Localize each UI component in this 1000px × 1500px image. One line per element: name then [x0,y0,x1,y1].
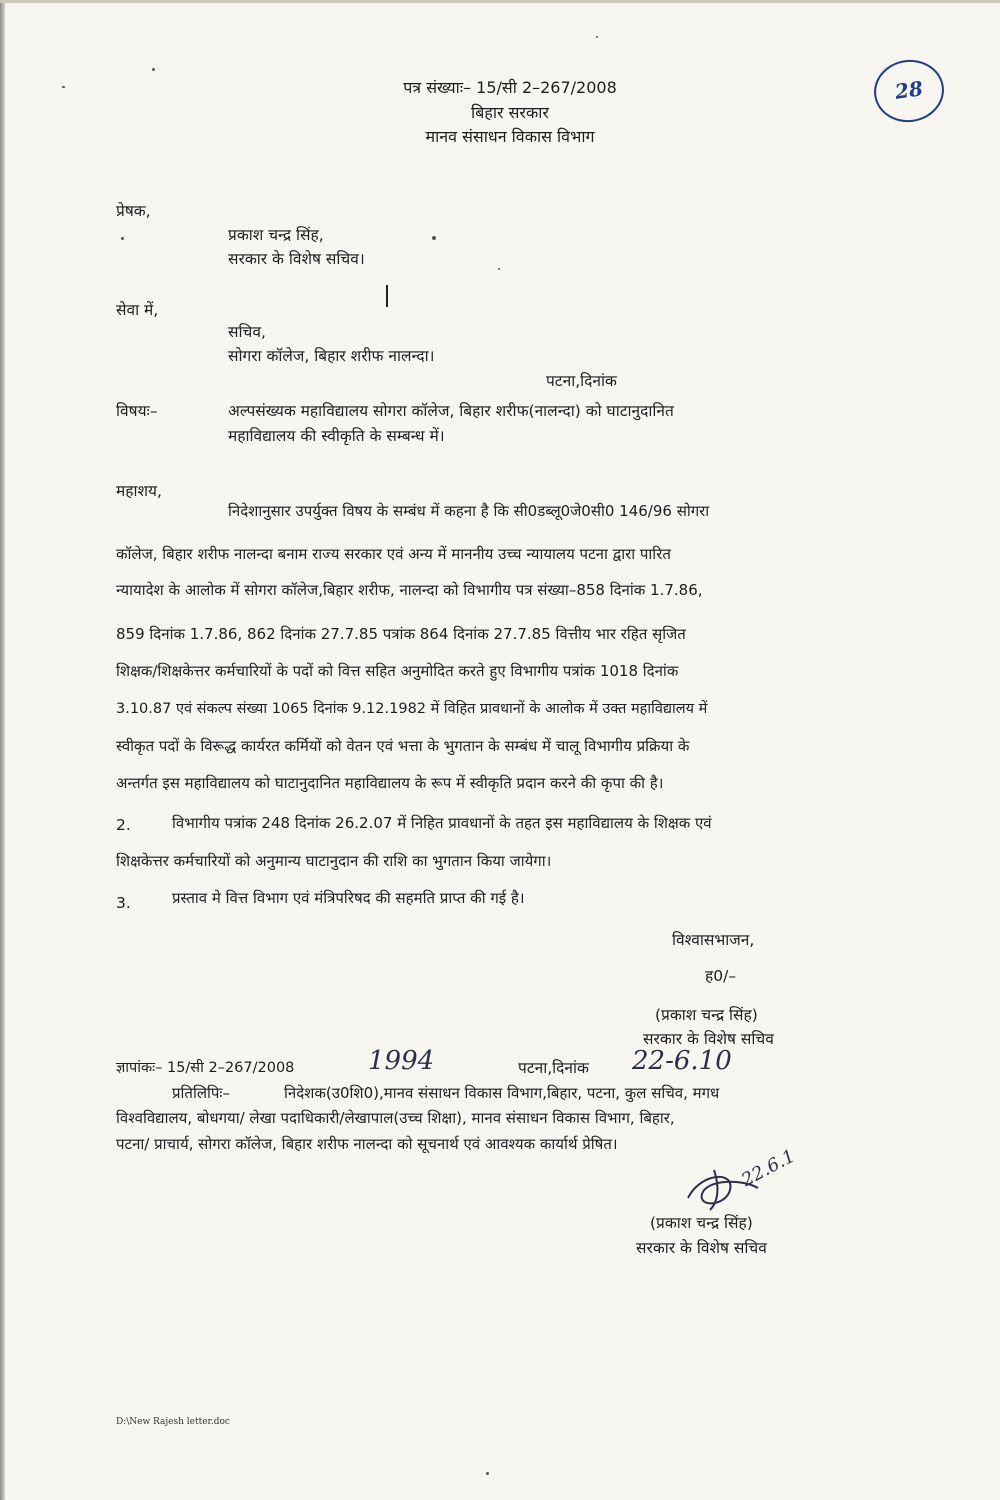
closing-faithfully: विश्वासभाजन, [672,931,755,949]
sender-name: प्रकाश चन्द्र सिंह, [228,226,324,244]
para-number: 2. [116,816,131,834]
handwritten-date: 22-6.10 [632,1046,732,1076]
footer-file-path: D:\New Rajesh letter.doc [116,1417,230,1427]
signatory-designation: सरकार के विशेष सचिव [636,1239,767,1257]
body-line: प्रस्ताव मे वित्त विभाग एवं मंत्रिपरिषद की सहमति प्राप्त की गई है। [172,889,525,907]
body-line: 859 दिनांक 1.7.86, 862 दिनांक 27.7.85 पत्रांक 864 दिनांक 27.7.85 वित्तीय भार रहित सृजित [116,625,686,643]
scan-speck [498,268,500,270]
subject-label: विषयः– [116,402,158,420]
scan-edge-top [0,0,1000,3]
handwritten-memo-number: 1994 [368,1046,435,1076]
body-line: 3.10.87 एवं संकल्प संख्या 1065 दिनांक 9.12.1982 में विहित प्रावधानों के आलोक में उक्त महाविद्यालय में [116,701,708,717]
signature-date: 22.6.1 [738,1145,799,1191]
scan-speck [486,1472,489,1475]
body-line: विभागीय पत्रांक 248 दिनांक 26.2.07 में निहित प्रावधानों के तहत इस महाविद्यालय के शिक्षक एवं [172,814,712,832]
copy-label: प्रतिलिपिः– [172,1084,230,1102]
copy-line-2: विश्वविद्यालय, बोधगया/ लेखा पदाधिकारी/लेखापाल(उच्च शिक्षा), मानव संसाधन विकास विभाग, बिहार, [116,1109,675,1127]
scan-speck [432,236,436,240]
scan-edge [0,0,5,1500]
body-line: अन्तर्गत इस महाविद्यालय को घाटानुदानित महाविद्यालय के रूप में स्वीकृति प्रदान करने की कृपा की है। [116,774,664,792]
para-number: 3. [116,894,131,912]
signatory-name: (प्रकाश चन्द्र सिंह) [650,1214,753,1232]
copy-line-3: पटना/ प्राचार्य, सोगरा कॉलेज, बिहार शरीफ नालन्दा को सूचनार्थ एवं आवश्यक कार्यार्थ प्रेषित। [116,1135,618,1153]
sender-label: प्रेषक, [116,202,151,220]
scan-speck [121,237,124,240]
place-date: पटना,दिनांक [546,372,617,390]
department-name: मानव संसाधन विकास विभाग [425,127,595,146]
recipient-title: सचिव, [228,323,266,341]
body-line: निदेशानुसार उपर्युक्त विषय के सम्बंध में कहना है कि सी0डब्लू0जे0सी0 146/96 सोगरा [228,502,710,520]
body-line: स्वीकृत पदों के विरूद्ध कार्यरत कर्मियों को वेतन एवं भत्ता के भुगतान के सम्बंध में चालू विभागीय प्रक्रिया के [116,737,690,755]
stray-mark [386,285,388,307]
government-name: बिहार सरकार [471,103,549,122]
letter-number: पत्र संख्याः– 15/सी 2–267/2008 [403,78,617,97]
scan-speck [596,36,598,38]
sender-designation: सरकार के विशेष सचिव। [228,250,365,268]
salutation: महाशय, [116,482,162,500]
body-line: न्यायादेश के आलोक में सोगरा कॉलेज,बिहार शरीफ, नालन्दा को विभागीय पत्र संख्या–858 दिनांक 1.7.86, [116,581,703,599]
closing-signed: ह0/– [705,967,737,985]
body-line: कॉलेज, बिहार शरीफ नालन्दा बनाम राज्य सरकार एवं अन्य में माननीय उच्च न्यायालय पटना द्वारा पारित [116,545,671,563]
closing-designation: सरकार के विशेष सचिव [643,1030,774,1048]
page-number-stamp: 28 [870,55,948,126]
scan-speck [152,68,155,71]
recipient-label: सेवा में, [116,301,159,319]
scan-speck [62,86,65,88]
recipient-address: सोगरा कॉलेज, बिहार शरीफ नालन्दा। [228,347,435,365]
subject-line-2: महाविद्यालय की स्वीकृति के सम्बन्ध में। [228,427,445,445]
closing-name: (प्रकाश चन्द्र सिंह) [655,1006,758,1024]
memo-number: ज्ञापांकः– 15/सी 2–267/2008 [116,1060,295,1076]
body-line: शिक्षक/शिक्षकेत्तर कर्मचारियों के पदों को वित्त सहित अनुमोदित करते हुए विभागीय पत्रांक 1018 दिनांक [116,662,679,680]
copy-line-1: निदेशक(उ0शि0),मानव संसाधन विकास विभाग,बिहार, पटना, कुल सचिव, मगध [284,1084,720,1102]
subject-line-1: अल्पसंख्यक महाविद्यालय सोगरा कॉलेज, बिहार शरीफ(नालन्दा) को घाटानुदानित [228,402,674,420]
body-line: शिक्षकेत्तर कर्मचारियों को अनुमान्य घाटानुदान की राशि का भुगतान किया जायेगा। [116,852,552,870]
memo-place-date: पटना,दिनांक [518,1059,589,1077]
